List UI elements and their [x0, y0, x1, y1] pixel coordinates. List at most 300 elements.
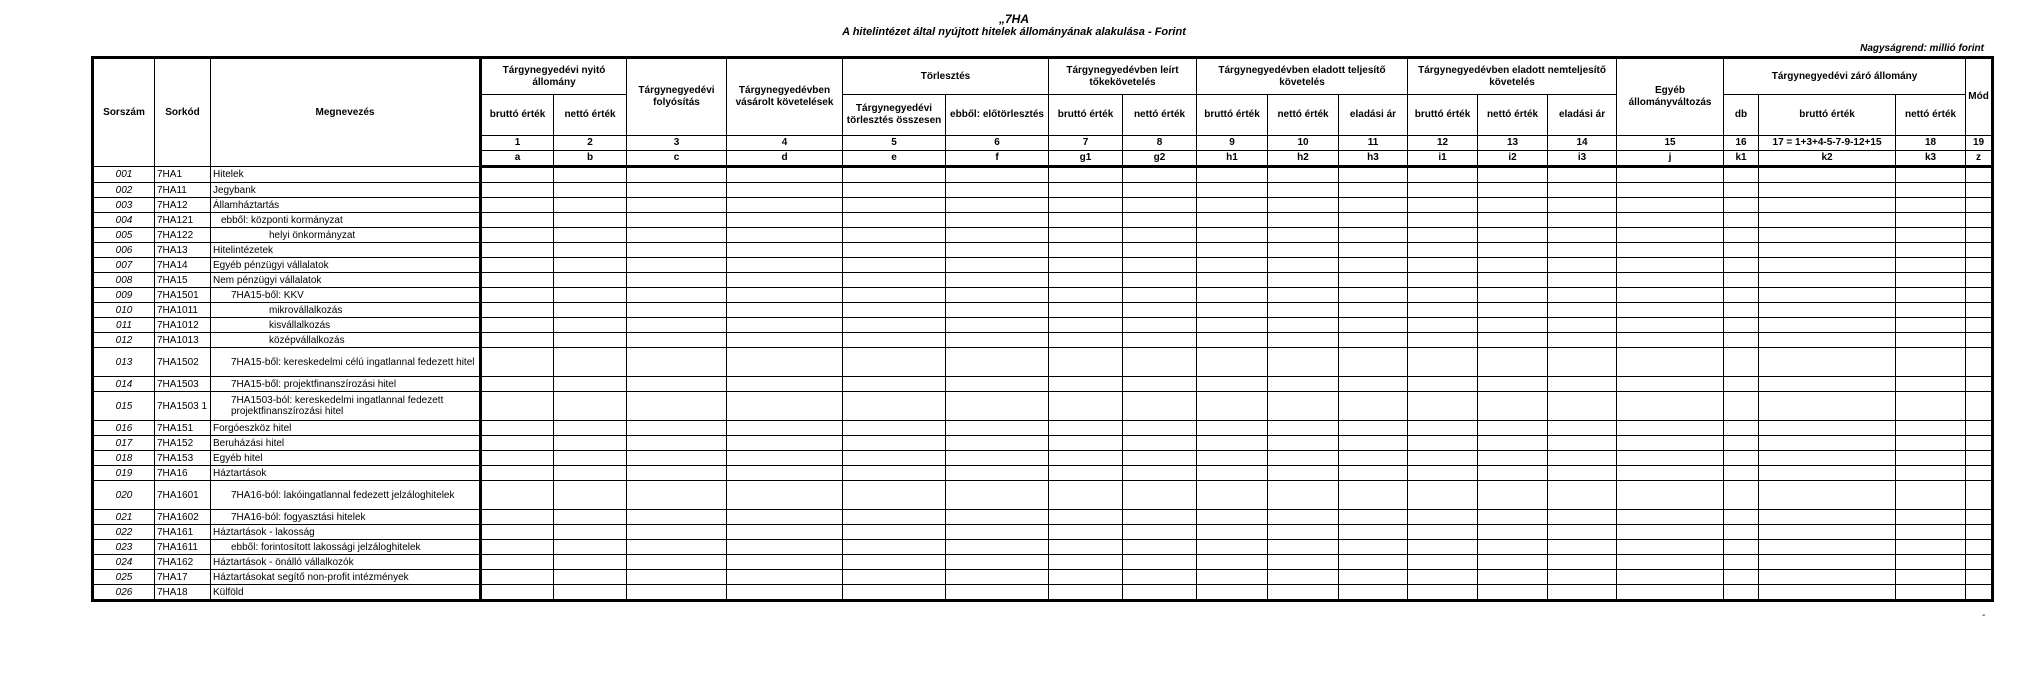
- value-cell[interactable]: [946, 303, 1049, 318]
- value-cell[interactable]: [1966, 258, 1993, 273]
- value-cell[interactable]: [1197, 392, 1268, 421]
- value-cell[interactable]: [1759, 392, 1896, 421]
- value-cell[interactable]: [946, 318, 1049, 333]
- value-cell[interactable]: [481, 243, 554, 258]
- value-cell[interactable]: [627, 273, 727, 288]
- value-cell[interactable]: [627, 243, 727, 258]
- value-cell[interactable]: [1548, 213, 1617, 228]
- value-cell[interactable]: [1478, 198, 1548, 213]
- value-cell[interactable]: [1478, 481, 1548, 510]
- value-cell[interactable]: [554, 318, 627, 333]
- value-cell[interactable]: [1759, 348, 1896, 377]
- value-cell[interactable]: [1268, 273, 1339, 288]
- value-cell[interactable]: [1478, 510, 1548, 525]
- value-cell[interactable]: [1966, 451, 1993, 466]
- value-cell[interactable]: [1049, 213, 1123, 228]
- value-cell[interactable]: [1724, 540, 1759, 555]
- value-cell[interactable]: [1408, 570, 1478, 585]
- value-cell[interactable]: [727, 243, 843, 258]
- value-cell[interactable]: [1966, 213, 1993, 228]
- value-cell[interactable]: [1617, 540, 1724, 555]
- value-cell[interactable]: [1049, 570, 1123, 585]
- value-cell[interactable]: [1759, 198, 1896, 213]
- value-cell[interactable]: [1408, 303, 1478, 318]
- value-cell[interactable]: [1478, 466, 1548, 481]
- value-cell[interactable]: [1123, 288, 1197, 303]
- value-cell[interactable]: [1268, 333, 1339, 348]
- value-cell[interactable]: [843, 228, 946, 243]
- value-cell[interactable]: [1617, 436, 1724, 451]
- value-cell[interactable]: [1478, 392, 1548, 421]
- value-cell[interactable]: [1966, 436, 1993, 451]
- value-cell[interactable]: [1268, 303, 1339, 318]
- value-cell[interactable]: [1548, 288, 1617, 303]
- value-cell[interactable]: [1724, 436, 1759, 451]
- value-cell[interactable]: [1759, 525, 1896, 540]
- value-cell[interactable]: [1759, 540, 1896, 555]
- value-cell[interactable]: [1268, 570, 1339, 585]
- value-cell[interactable]: [1759, 585, 1896, 601]
- value-cell[interactable]: [1896, 540, 1966, 555]
- value-cell[interactable]: [1548, 167, 1617, 183]
- value-cell[interactable]: [727, 258, 843, 273]
- value-cell[interactable]: [843, 167, 946, 183]
- value-cell[interactable]: [1724, 421, 1759, 436]
- value-cell[interactable]: [1724, 318, 1759, 333]
- value-cell[interactable]: [727, 183, 843, 198]
- value-cell[interactable]: [1724, 288, 1759, 303]
- value-cell[interactable]: [1617, 585, 1724, 601]
- value-cell[interactable]: [1408, 198, 1478, 213]
- value-cell[interactable]: [1724, 392, 1759, 421]
- value-cell[interactable]: [1197, 585, 1268, 601]
- value-cell[interactable]: [1478, 303, 1548, 318]
- value-cell[interactable]: [1123, 392, 1197, 421]
- value-cell[interactable]: [1268, 540, 1339, 555]
- value-cell[interactable]: [481, 436, 554, 451]
- value-cell[interactable]: [1966, 525, 1993, 540]
- value-cell[interactable]: [1896, 570, 1966, 585]
- value-cell[interactable]: [1049, 167, 1123, 183]
- value-cell[interactable]: [727, 348, 843, 377]
- value-cell[interactable]: [1617, 481, 1724, 510]
- value-cell[interactable]: [1617, 525, 1724, 540]
- value-cell[interactable]: [1408, 348, 1478, 377]
- value-cell[interactable]: [554, 183, 627, 198]
- value-cell[interactable]: [1548, 525, 1617, 540]
- value-cell[interactable]: [843, 318, 946, 333]
- value-cell[interactable]: [1339, 198, 1408, 213]
- value-cell[interactable]: [1724, 258, 1759, 273]
- value-cell[interactable]: [1049, 228, 1123, 243]
- value-cell[interactable]: [1049, 510, 1123, 525]
- value-cell[interactable]: [727, 213, 843, 228]
- value-cell[interactable]: [1966, 570, 1993, 585]
- value-cell[interactable]: [627, 466, 727, 481]
- value-cell[interactable]: [727, 273, 843, 288]
- value-cell[interactable]: [1759, 258, 1896, 273]
- value-cell[interactable]: [1339, 228, 1408, 243]
- value-cell[interactable]: [554, 540, 627, 555]
- value-cell[interactable]: [1123, 213, 1197, 228]
- value-cell[interactable]: [1339, 436, 1408, 451]
- value-cell[interactable]: [1049, 540, 1123, 555]
- value-cell[interactable]: [1339, 392, 1408, 421]
- value-cell[interactable]: [1408, 273, 1478, 288]
- value-cell[interactable]: [1197, 243, 1268, 258]
- value-cell[interactable]: [627, 451, 727, 466]
- value-cell[interactable]: [946, 451, 1049, 466]
- value-cell[interactable]: [627, 392, 727, 421]
- value-cell[interactable]: [1197, 318, 1268, 333]
- value-cell[interactable]: [1049, 585, 1123, 601]
- value-cell[interactable]: [1123, 258, 1197, 273]
- value-cell[interactable]: [1724, 481, 1759, 510]
- value-cell[interactable]: [627, 510, 727, 525]
- value-cell[interactable]: [727, 288, 843, 303]
- value-cell[interactable]: [554, 303, 627, 318]
- value-cell[interactable]: [1896, 318, 1966, 333]
- value-cell[interactable]: [1548, 198, 1617, 213]
- value-cell[interactable]: [1724, 510, 1759, 525]
- value-cell[interactable]: [1548, 318, 1617, 333]
- value-cell[interactable]: [1896, 377, 1966, 392]
- value-cell[interactable]: [1966, 303, 1993, 318]
- value-cell[interactable]: [1123, 318, 1197, 333]
- value-cell[interactable]: [1724, 183, 1759, 198]
- value-cell[interactable]: [1548, 555, 1617, 570]
- value-cell[interactable]: [481, 392, 554, 421]
- value-cell[interactable]: [1408, 167, 1478, 183]
- value-cell[interactable]: [554, 570, 627, 585]
- value-cell[interactable]: [1724, 167, 1759, 183]
- value-cell[interactable]: [1123, 348, 1197, 377]
- value-cell[interactable]: [1339, 213, 1408, 228]
- value-cell[interactable]: [554, 421, 627, 436]
- value-cell[interactable]: [554, 288, 627, 303]
- value-cell[interactable]: [1548, 436, 1617, 451]
- value-cell[interactable]: [727, 198, 843, 213]
- value-cell[interactable]: [1724, 555, 1759, 570]
- value-cell[interactable]: [1197, 333, 1268, 348]
- value-cell[interactable]: [1896, 213, 1966, 228]
- value-cell[interactable]: [1724, 451, 1759, 466]
- value-cell[interactable]: [1548, 481, 1617, 510]
- value-cell[interactable]: [843, 540, 946, 555]
- value-cell[interactable]: [1408, 333, 1478, 348]
- value-cell[interactable]: [1339, 333, 1408, 348]
- value-cell[interactable]: [1759, 451, 1896, 466]
- value-cell[interactable]: [1966, 183, 1993, 198]
- value-cell[interactable]: [1123, 466, 1197, 481]
- value-cell[interactable]: [1617, 333, 1724, 348]
- value-cell[interactable]: [1049, 421, 1123, 436]
- value-cell[interactable]: [1759, 510, 1896, 525]
- value-cell[interactable]: [554, 510, 627, 525]
- value-cell[interactable]: [1478, 555, 1548, 570]
- value-cell[interactable]: [1197, 213, 1268, 228]
- value-cell[interactable]: [1197, 348, 1268, 377]
- value-cell[interactable]: [1478, 243, 1548, 258]
- value-cell[interactable]: [1478, 540, 1548, 555]
- value-cell[interactable]: [946, 198, 1049, 213]
- value-cell[interactable]: [843, 303, 946, 318]
- value-cell[interactable]: [1268, 318, 1339, 333]
- value-cell[interactable]: [843, 570, 946, 585]
- value-cell[interactable]: [1197, 525, 1268, 540]
- value-cell[interactable]: [843, 377, 946, 392]
- value-cell[interactable]: [727, 333, 843, 348]
- value-cell[interactable]: [1123, 183, 1197, 198]
- value-cell[interactable]: [1049, 273, 1123, 288]
- value-cell[interactable]: [1049, 436, 1123, 451]
- value-cell[interactable]: [1617, 303, 1724, 318]
- value-cell[interactable]: [727, 392, 843, 421]
- value-cell[interactable]: [1049, 466, 1123, 481]
- value-cell[interactable]: [946, 525, 1049, 540]
- value-cell[interactable]: [1548, 466, 1617, 481]
- value-cell[interactable]: [627, 555, 727, 570]
- value-cell[interactable]: [1123, 421, 1197, 436]
- value-cell[interactable]: [1478, 348, 1548, 377]
- value-cell[interactable]: [1896, 183, 1966, 198]
- value-cell[interactable]: [727, 555, 843, 570]
- value-cell[interactable]: [1759, 288, 1896, 303]
- value-cell[interactable]: [1408, 481, 1478, 510]
- value-cell[interactable]: [727, 167, 843, 183]
- value-cell[interactable]: [1049, 243, 1123, 258]
- value-cell[interactable]: [1724, 570, 1759, 585]
- value-cell[interactable]: [843, 213, 946, 228]
- value-cell[interactable]: [481, 167, 554, 183]
- value-cell[interactable]: [1478, 570, 1548, 585]
- value-cell[interactable]: [1896, 451, 1966, 466]
- value-cell[interactable]: [946, 333, 1049, 348]
- value-cell[interactable]: [946, 183, 1049, 198]
- value-cell[interactable]: [843, 525, 946, 540]
- value-cell[interactable]: [727, 585, 843, 601]
- value-cell[interactable]: [946, 258, 1049, 273]
- value-cell[interactable]: [627, 525, 727, 540]
- value-cell[interactable]: [1759, 167, 1896, 183]
- value-cell[interactable]: [1123, 198, 1197, 213]
- value-cell[interactable]: [554, 436, 627, 451]
- value-cell[interactable]: [946, 377, 1049, 392]
- value-cell[interactable]: [1724, 198, 1759, 213]
- value-cell[interactable]: [1724, 228, 1759, 243]
- value-cell[interactable]: [1548, 183, 1617, 198]
- value-cell[interactable]: [1197, 258, 1268, 273]
- value-cell[interactable]: [1408, 392, 1478, 421]
- value-cell[interactable]: [481, 570, 554, 585]
- value-cell[interactable]: [627, 183, 727, 198]
- value-cell[interactable]: [1478, 421, 1548, 436]
- value-cell[interactable]: [946, 421, 1049, 436]
- value-cell[interactable]: [1123, 481, 1197, 510]
- value-cell[interactable]: [1966, 348, 1993, 377]
- value-cell[interactable]: [1478, 377, 1548, 392]
- value-cell[interactable]: [1478, 436, 1548, 451]
- value-cell[interactable]: [1408, 555, 1478, 570]
- value-cell[interactable]: [627, 348, 727, 377]
- value-cell[interactable]: [1268, 258, 1339, 273]
- value-cell[interactable]: [946, 585, 1049, 601]
- value-cell[interactable]: [627, 288, 727, 303]
- value-cell[interactable]: [1197, 228, 1268, 243]
- value-cell[interactable]: [1617, 451, 1724, 466]
- value-cell[interactable]: [1197, 377, 1268, 392]
- value-cell[interactable]: [1123, 451, 1197, 466]
- value-cell[interactable]: [1896, 436, 1966, 451]
- value-cell[interactable]: [1339, 303, 1408, 318]
- value-cell[interactable]: [1617, 273, 1724, 288]
- value-cell[interactable]: [946, 392, 1049, 421]
- value-cell[interactable]: [1759, 333, 1896, 348]
- value-cell[interactable]: [1617, 258, 1724, 273]
- value-cell[interactable]: [1049, 377, 1123, 392]
- value-cell[interactable]: [554, 481, 627, 510]
- value-cell[interactable]: [481, 228, 554, 243]
- value-cell[interactable]: [1339, 167, 1408, 183]
- value-cell[interactable]: [1123, 510, 1197, 525]
- value-cell[interactable]: [946, 213, 1049, 228]
- value-cell[interactable]: [1339, 288, 1408, 303]
- value-cell[interactable]: [1548, 392, 1617, 421]
- value-cell[interactable]: [627, 228, 727, 243]
- value-cell[interactable]: [627, 421, 727, 436]
- value-cell[interactable]: [481, 183, 554, 198]
- value-cell[interactable]: [1966, 466, 1993, 481]
- value-cell[interactable]: [1966, 333, 1993, 348]
- value-cell[interactable]: [1268, 451, 1339, 466]
- value-cell[interactable]: [1408, 510, 1478, 525]
- value-cell[interactable]: [481, 333, 554, 348]
- value-cell[interactable]: [1408, 525, 1478, 540]
- value-cell[interactable]: [1197, 167, 1268, 183]
- value-cell[interactable]: [1966, 421, 1993, 436]
- value-cell[interactable]: [1966, 198, 1993, 213]
- value-cell[interactable]: [1049, 288, 1123, 303]
- value-cell[interactable]: [1197, 540, 1268, 555]
- value-cell[interactable]: [1617, 555, 1724, 570]
- value-cell[interactable]: [727, 377, 843, 392]
- value-cell[interactable]: [1268, 585, 1339, 601]
- value-cell[interactable]: [481, 481, 554, 510]
- value-cell[interactable]: [843, 510, 946, 525]
- value-cell[interactable]: [1896, 288, 1966, 303]
- value-cell[interactable]: [1268, 421, 1339, 436]
- value-cell[interactable]: [843, 243, 946, 258]
- value-cell[interactable]: [1759, 466, 1896, 481]
- value-cell[interactable]: [1408, 213, 1478, 228]
- value-cell[interactable]: [554, 258, 627, 273]
- value-cell[interactable]: [727, 436, 843, 451]
- value-cell[interactable]: [1724, 273, 1759, 288]
- value-cell[interactable]: [1049, 481, 1123, 510]
- value-cell[interactable]: [1759, 436, 1896, 451]
- value-cell[interactable]: [946, 481, 1049, 510]
- value-cell[interactable]: [1339, 540, 1408, 555]
- value-cell[interactable]: [1268, 348, 1339, 377]
- value-cell[interactable]: [1966, 585, 1993, 601]
- value-cell[interactable]: [727, 570, 843, 585]
- value-cell[interactable]: [1617, 392, 1724, 421]
- value-cell[interactable]: [627, 258, 727, 273]
- value-cell[interactable]: [1896, 510, 1966, 525]
- value-cell[interactable]: [1408, 540, 1478, 555]
- value-cell[interactable]: [1724, 377, 1759, 392]
- value-cell[interactable]: [1617, 570, 1724, 585]
- value-cell[interactable]: [1408, 436, 1478, 451]
- value-cell[interactable]: [481, 540, 554, 555]
- value-cell[interactable]: [1966, 167, 1993, 183]
- value-cell[interactable]: [1548, 451, 1617, 466]
- value-cell[interactable]: [1197, 436, 1268, 451]
- value-cell[interactable]: [1617, 167, 1724, 183]
- value-cell[interactable]: [554, 273, 627, 288]
- value-cell[interactable]: [843, 348, 946, 377]
- value-cell[interactable]: [946, 243, 1049, 258]
- value-cell[interactable]: [554, 167, 627, 183]
- value-cell[interactable]: [1049, 258, 1123, 273]
- value-cell[interactable]: [481, 198, 554, 213]
- value-cell[interactable]: [727, 510, 843, 525]
- value-cell[interactable]: [1966, 377, 1993, 392]
- value-cell[interactable]: [554, 525, 627, 540]
- value-cell[interactable]: [1548, 348, 1617, 377]
- value-cell[interactable]: [1197, 303, 1268, 318]
- value-cell[interactable]: [1724, 333, 1759, 348]
- value-cell[interactable]: [1724, 303, 1759, 318]
- value-cell[interactable]: [481, 318, 554, 333]
- value-cell[interactable]: [1197, 421, 1268, 436]
- value-cell[interactable]: [1339, 183, 1408, 198]
- value-cell[interactable]: [1339, 525, 1408, 540]
- value-cell[interactable]: [1339, 570, 1408, 585]
- value-cell[interactable]: [1339, 451, 1408, 466]
- value-cell[interactable]: [946, 555, 1049, 570]
- value-cell[interactable]: [1478, 288, 1548, 303]
- value-cell[interactable]: [1408, 243, 1478, 258]
- value-cell[interactable]: [554, 228, 627, 243]
- value-cell[interactable]: [1966, 392, 1993, 421]
- value-cell[interactable]: [843, 421, 946, 436]
- value-cell[interactable]: [1123, 377, 1197, 392]
- value-cell[interactable]: [843, 273, 946, 288]
- value-cell[interactable]: [1617, 377, 1724, 392]
- value-cell[interactable]: [1408, 585, 1478, 601]
- value-cell[interactable]: [946, 466, 1049, 481]
- value-cell[interactable]: [1617, 213, 1724, 228]
- value-cell[interactable]: [627, 318, 727, 333]
- value-cell[interactable]: [1478, 228, 1548, 243]
- value-cell[interactable]: [727, 540, 843, 555]
- value-cell[interactable]: [1049, 348, 1123, 377]
- value-cell[interactable]: [1966, 273, 1993, 288]
- value-cell[interactable]: [481, 377, 554, 392]
- value-cell[interactable]: [1896, 555, 1966, 570]
- value-cell[interactable]: [1049, 303, 1123, 318]
- value-cell[interactable]: [554, 451, 627, 466]
- value-cell[interactable]: [843, 466, 946, 481]
- value-cell[interactable]: [1617, 348, 1724, 377]
- value-cell[interactable]: [843, 585, 946, 601]
- value-cell[interactable]: [1548, 258, 1617, 273]
- value-cell[interactable]: [1268, 213, 1339, 228]
- value-cell[interactable]: [1896, 198, 1966, 213]
- value-cell[interactable]: [1268, 466, 1339, 481]
- value-cell[interactable]: [1617, 243, 1724, 258]
